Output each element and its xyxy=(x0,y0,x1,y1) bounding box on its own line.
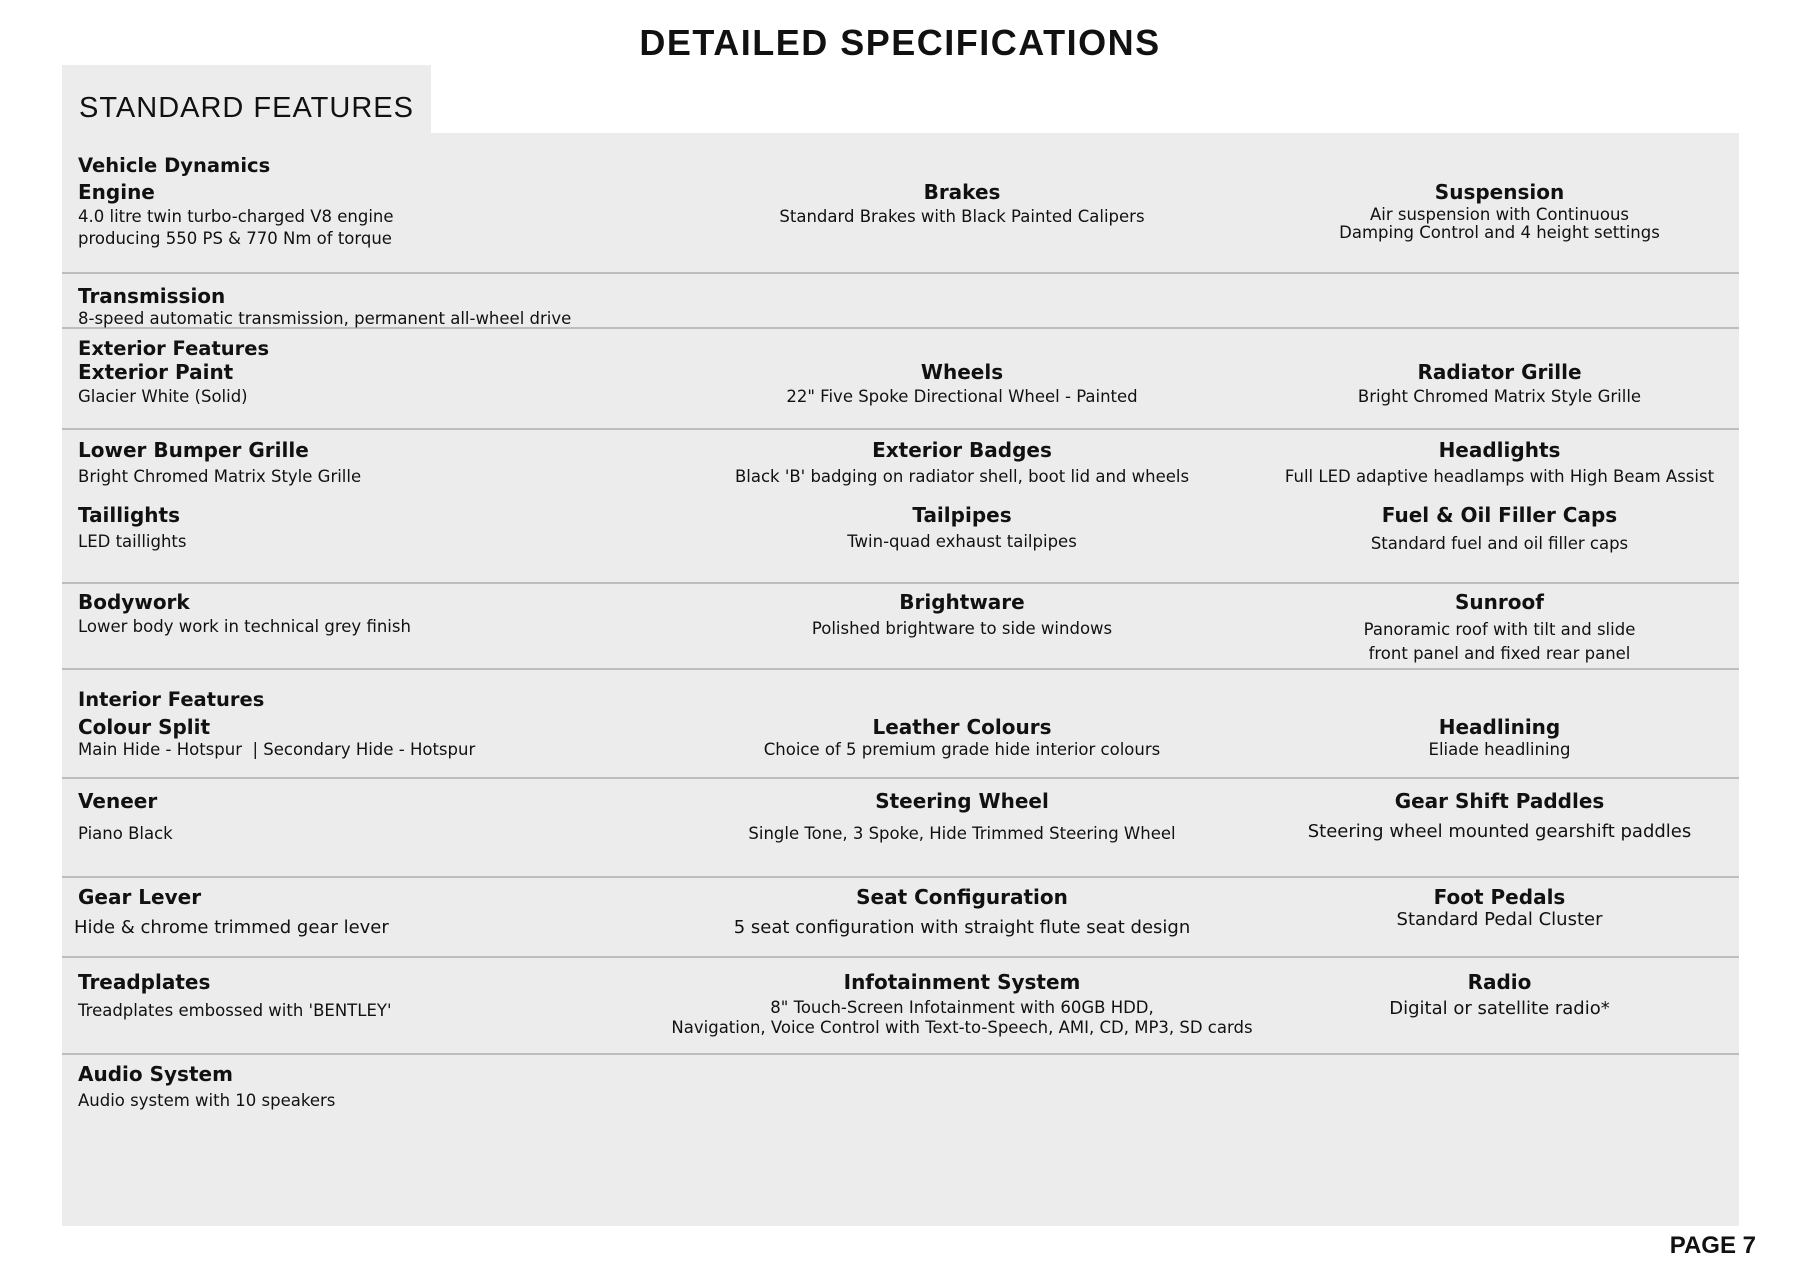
spec-veneer xyxy=(78,789,638,845)
spec-value: Audio system with 10 speakers xyxy=(78,1091,336,1110)
spec-row-bodywork xyxy=(62,584,1739,670)
spec-heading: Exterior Paint xyxy=(78,360,234,384)
spec-value: 22" Five Spoke Directional Wheel - Painted xyxy=(786,387,1138,406)
spec-value: 5 seat configuration with straight flute seat design xyxy=(733,917,1191,938)
spec-heading: Headlining xyxy=(1438,715,1561,739)
spec-value: Single Tone, 3 Spoke, Hide Trimmed Steering Wheel xyxy=(748,824,1176,843)
spec-heading: Taillights xyxy=(78,503,181,527)
spec-suspension xyxy=(1192,180,1800,242)
spec-value: Standard Pedal Cluster xyxy=(1396,909,1603,930)
spec-value: Treadplates embossed with 'BENTLEY' xyxy=(78,1001,392,1020)
spec-heading: Colour Split xyxy=(78,715,211,739)
section-tab-label: STANDARD FEATURES xyxy=(79,92,414,124)
spec-taillights xyxy=(78,503,638,553)
section-heading-vehicle-dynamics: Vehicle Dynamics xyxy=(78,154,271,177)
spec-gear-shift-paddles xyxy=(1192,789,1800,843)
spec-heading: Tailpipes xyxy=(912,503,1012,527)
spec-heading: Radio xyxy=(1467,970,1532,994)
spec-value: Glacier White (Solid) xyxy=(78,387,248,406)
spec-heading: Veneer xyxy=(78,789,158,813)
spec-heading: Steering Wheel xyxy=(875,789,1049,813)
spec-heading: Wheels xyxy=(920,360,1004,384)
spec-treadplates xyxy=(78,970,638,1022)
spec-engine xyxy=(78,180,638,250)
spec-heading: Foot Pedals xyxy=(1433,885,1566,909)
spec-headlining xyxy=(1192,715,1800,761)
spec-value: Standard fuel and oil filler caps xyxy=(1370,534,1629,553)
spec-row-treadplates xyxy=(62,958,1739,1055)
spec-value: LED taillights xyxy=(78,532,187,551)
spec-heading: Suspension xyxy=(1434,180,1565,204)
spec-lower-bumper-grille xyxy=(78,438,638,488)
spec-colour-split xyxy=(78,715,638,761)
spec-row-transmission xyxy=(62,274,1739,329)
spec-value: Panoramic roof with tilt and slide front panel and fixed rear panel xyxy=(1363,620,1636,663)
page-number: PAGE 7 xyxy=(1669,1232,1756,1259)
spec-value: Main Hide - Hotspur | Secondary Hide - Hotspur xyxy=(78,740,476,759)
spec-heading: Bodywork xyxy=(78,590,190,614)
spec-value: Bright Chromed Matrix Style Grille xyxy=(78,467,362,486)
spec-heading: Gear Lever xyxy=(78,885,202,909)
spec-value: Choice of 5 premium grade hide interior colours xyxy=(763,740,1161,759)
spec-audio-system xyxy=(78,1062,638,1112)
spec-heading: Gear Shift Paddles xyxy=(1394,789,1605,813)
spec-value: Hide & chrome trimmed gear lever xyxy=(74,917,389,938)
spec-value: Steering wheel mounted gearshift paddles xyxy=(1307,821,1692,842)
spec-heading: Treadplates xyxy=(78,970,211,994)
spec-bodywork xyxy=(78,590,638,638)
spec-heading: Leather Colours xyxy=(872,715,1052,739)
spec-value: Digital or satellite radio* xyxy=(1389,998,1610,1019)
spec-heading: Audio System xyxy=(78,1062,233,1086)
spec-radiator-grille xyxy=(1192,360,1800,408)
spec-value: Black 'B' badging on radiator shell, boot lid and wheels xyxy=(734,467,1190,486)
spec-row-vehicle-dynamics xyxy=(62,133,1739,274)
spec-value: 8-speed automatic transmission, permanent all-wheel drive xyxy=(78,309,572,328)
spec-exterior-paint xyxy=(78,360,638,408)
spec-heading: Exterior Badges xyxy=(872,438,1052,462)
spec-row-exterior-details xyxy=(62,430,1739,584)
spec-heading: Radiator Grille xyxy=(1417,360,1582,384)
spec-fuel-oil-filler-caps xyxy=(1192,503,1800,555)
spec-heading: Fuel & Oil Filler Caps xyxy=(1381,503,1618,527)
spec-heading: Brightware xyxy=(899,590,1025,614)
spec-heading: Lower Bumper Grille xyxy=(78,438,309,462)
spec-gear-lever xyxy=(74,885,634,939)
spec-value: 4.0 litre twin turbo-charged V8 engine producing 550 PS & 770 Nm of torque xyxy=(78,207,394,248)
spec-heading: Infotainment System xyxy=(843,970,1081,994)
spec-heading: Headlights xyxy=(1438,438,1561,462)
page-title: DETAILED SPECIFICATIONS xyxy=(639,22,1161,63)
spec-value: 8" Touch-Screen Infotainment with 60GB HDD, Navigation, Voice Control with Text-to-Speech, AMI, CD, MP3, SD cards xyxy=(671,998,1253,1037)
spec-value: Twin-quad exhaust tailpipes xyxy=(847,532,1077,551)
spec-row-gear-lever xyxy=(62,878,1739,958)
spec-value: Full LED adaptive headlamps with High Beam Assist xyxy=(1284,467,1715,486)
spec-value: Bright Chromed Matrix Style Grille xyxy=(1357,387,1642,406)
spec-row-exterior-features xyxy=(62,329,1739,430)
spec-heading: Brakes xyxy=(923,180,1001,204)
spec-sunroof xyxy=(1192,590,1800,666)
section-heading-exterior-features: Exterior Features xyxy=(78,337,270,360)
section-heading-interior-features: Interior Features xyxy=(78,688,265,711)
spec-value: Eliade headlining xyxy=(1428,740,1571,759)
spec-foot-pedals xyxy=(1192,885,1800,931)
spec-headlights xyxy=(1192,438,1800,488)
spec-value: Lower body work in technical grey finish xyxy=(78,617,411,636)
spec-heading: Seat Configuration xyxy=(856,885,1068,909)
spec-radio xyxy=(1192,970,1800,1020)
spec-value: Polished brightware to side windows xyxy=(811,619,1113,638)
specifications-panel xyxy=(62,133,1739,1226)
spec-heading: Sunroof xyxy=(1455,590,1544,614)
spec-heading: Transmission xyxy=(78,284,226,308)
spec-row-interior-features xyxy=(62,670,1739,779)
spec-transmission xyxy=(78,284,638,330)
section-tab xyxy=(62,65,431,133)
spec-value: Air suspension with Continuous Damping Control and 4 height settings xyxy=(1339,205,1660,242)
spec-heading: Engine xyxy=(78,180,155,204)
spec-row-veneer xyxy=(62,779,1739,878)
spec-value: Standard Brakes with Black Painted Calipers xyxy=(779,207,1145,226)
spec-row-audio xyxy=(62,1055,1739,1226)
spec-value: Piano Black xyxy=(78,824,173,843)
